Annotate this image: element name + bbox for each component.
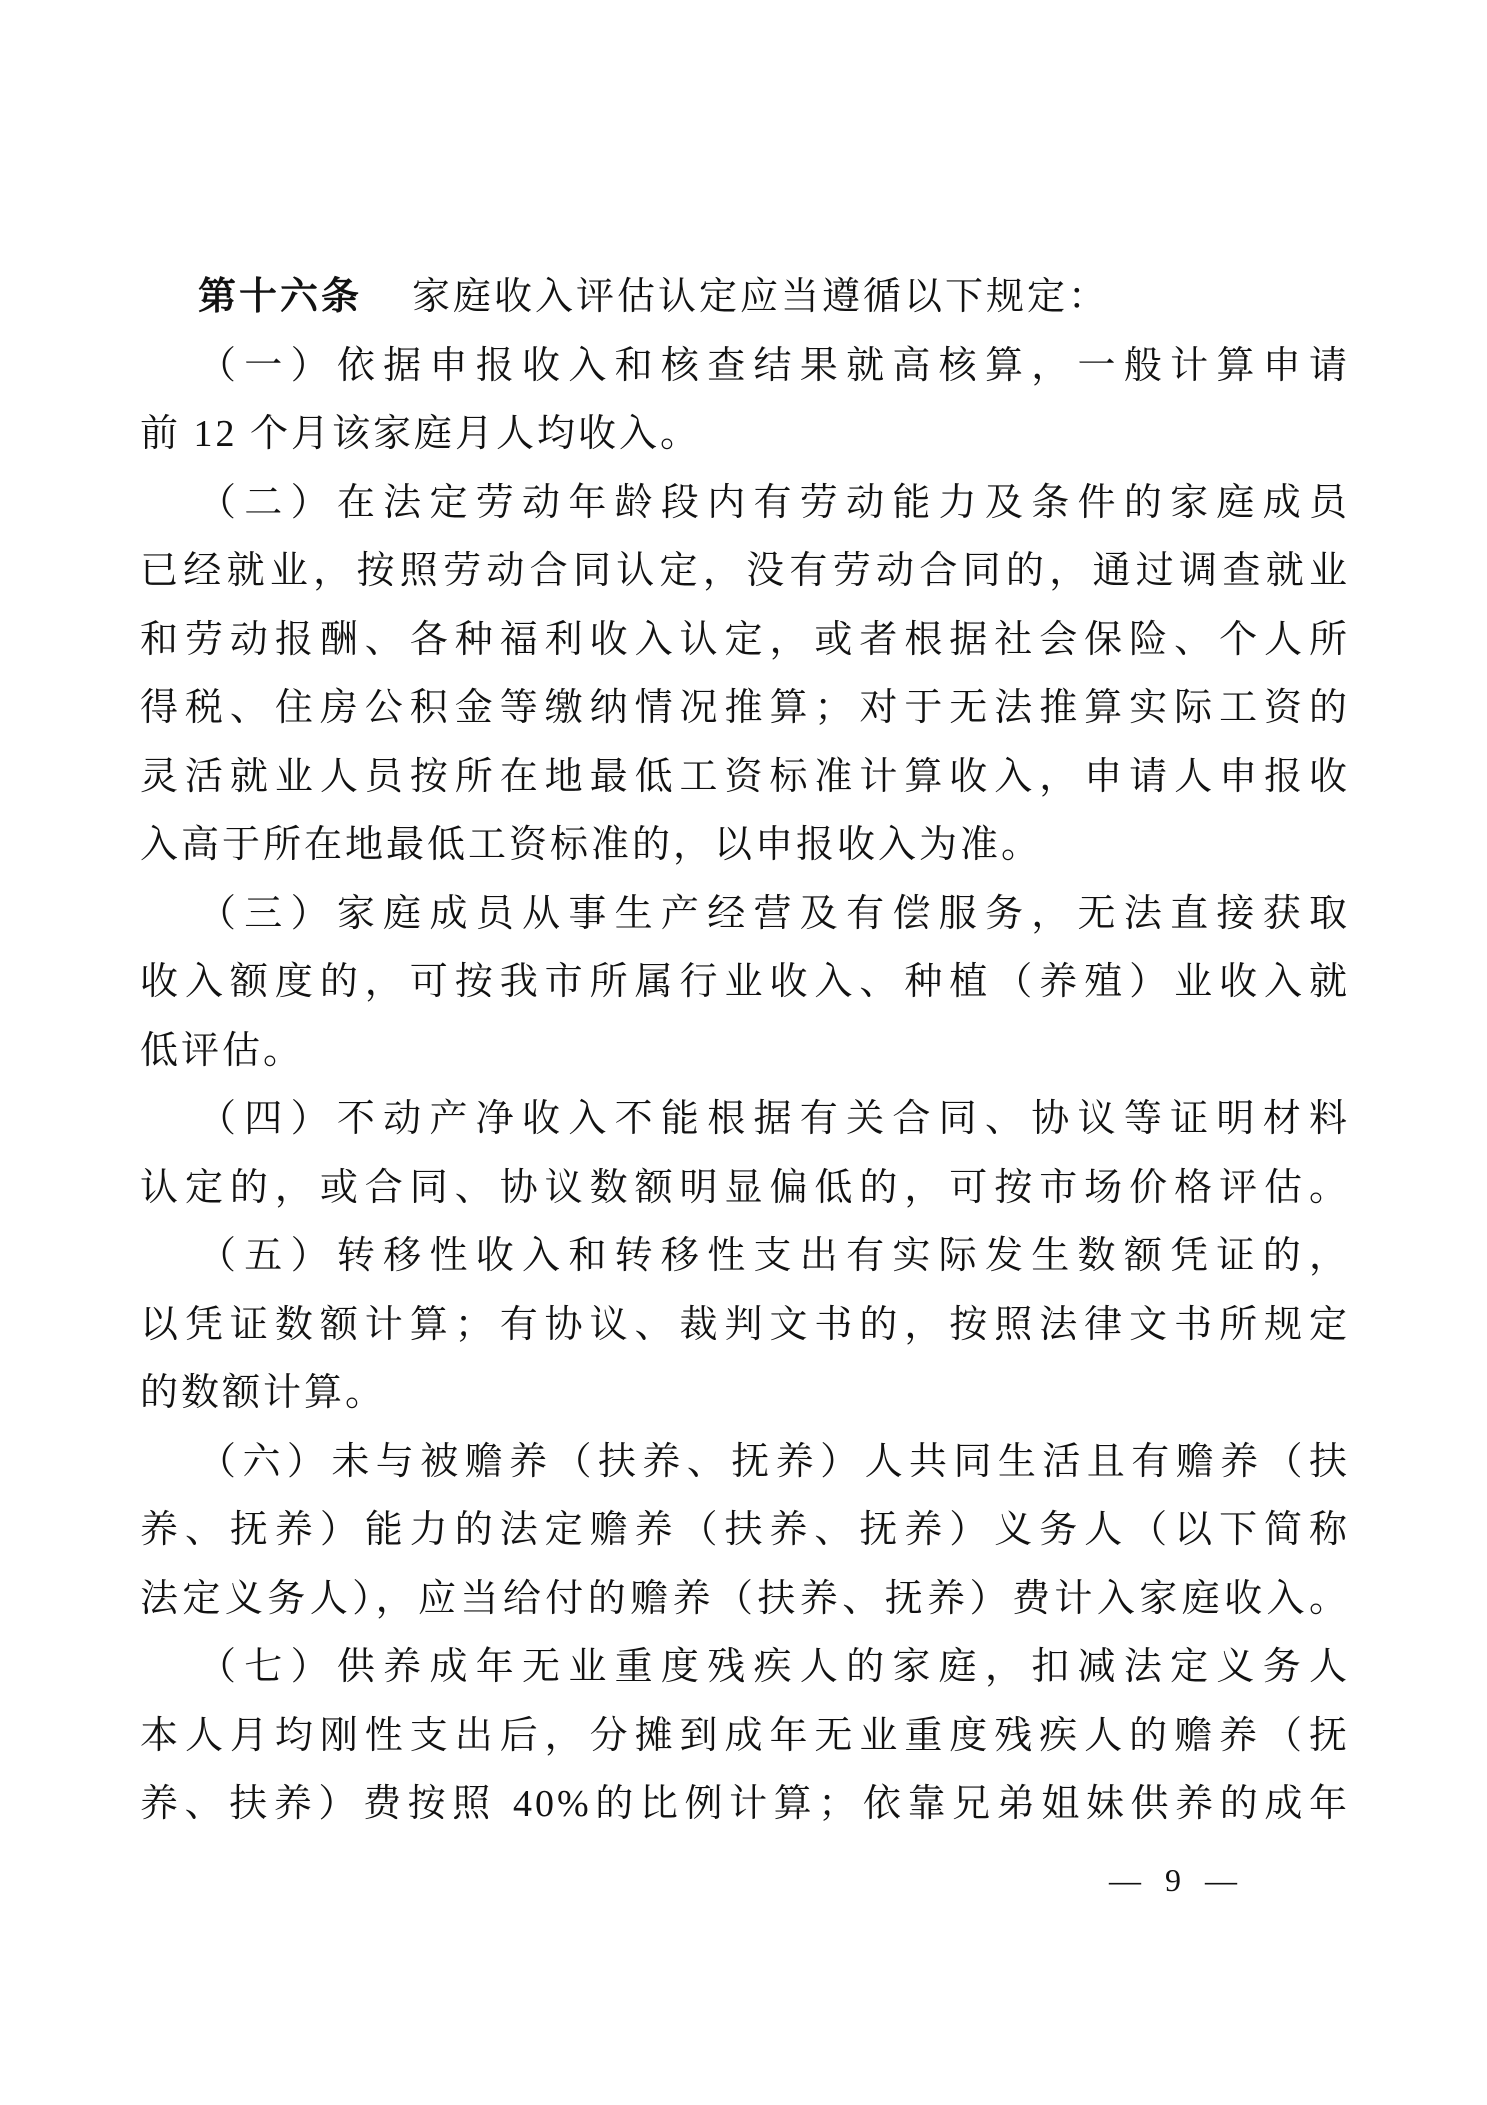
paragraph (140, 1222, 1350, 1428)
text-line: 法定义务人），应当给付的赡养（扶养、抚养）费计入家庭收入。 (140, 1577, 1350, 1620)
text-line: 认定的，或合同、协议数额明显偏低的，可按市场价格评估。 (140, 1166, 1350, 1209)
text-line: 以凭证数额计算；有协议、裁判文书的，按照法律文书所规定 (140, 1303, 1350, 1346)
text-line: （一）依据申报收入和核查结果就高核算，一般计算申请 (198, 344, 1350, 387)
text-line: （五）转移性收入和转移性支出有实际发生数额凭证的， (198, 1235, 1350, 1277)
text-line: 养、抚养）能力的法定赡养（扶养、抚养）义务人（以下简称 (140, 1509, 1350, 1551)
document-body (140, 263, 1350, 1839)
page-footer (1109, 1860, 1239, 1900)
text-line: 得税、住房公积金等缴纳情况推算；对于无法推算实际工资的 (140, 687, 1350, 729)
paragraph (140, 1085, 1350, 1222)
article-heading (140, 263, 1350, 332)
paragraph (140, 1428, 1350, 1634)
paragraph (140, 332, 1350, 469)
text-line: 的数额计算。 (140, 1372, 387, 1414)
article-number: 第十六条 (198, 276, 363, 318)
text-line: 灵活就业人员按所在地最低工资标准计算收入，申请人申报收 (140, 755, 1350, 798)
text-line: （六）未与被赡养（扶养、抚养）人共同生活且有赡养（扶 (198, 1440, 1350, 1483)
text-line: 收入额度的，可按我市所属行业收入、种植（养殖）业收入就 (140, 961, 1350, 1003)
text-line: （四）不动产净收入不能根据有关合同、协议等证明材料 (198, 1098, 1350, 1140)
body-text (140, 332, 1350, 1839)
text-line: （三）家庭成员从事生产经营及有偿服务，无法直接获取 (198, 892, 1350, 935)
text-line: 和劳动报酬、各种福利收入认定，或者根据社会保险、个人所 (140, 618, 1350, 661)
paragraph (140, 880, 1350, 1086)
text-line: 养、扶养）费按照 40%的比例计算；依靠兄弟姐妹供养的成年 (140, 1783, 1350, 1825)
text-line: （七）供养成年无业重度残疾人的家庭，扣减法定义务人 (198, 1646, 1350, 1688)
text-line: 已经就业，按照劳动合同认定，没有劳动合同的，通过调查就业 (140, 550, 1350, 592)
text-line: （二）在法定劳动年龄段内有劳动能力及条件的家庭成员 (198, 481, 1350, 524)
text-line: 低评估。 (140, 1029, 305, 1072)
paragraph (140, 1633, 1350, 1839)
text-line: 入高于所在地最低工资标准的，以申报收入为准。 (140, 824, 1043, 866)
paragraph (140, 469, 1350, 880)
text-line: 前 12 个月该家庭月人均收入。 (140, 413, 702, 455)
text-line: 本人月均刚性支出后，分摊到成年无业重度残疾人的赡养（抚 (140, 1714, 1350, 1757)
article-heading-text: 家庭收入评估认定应当遵循以下规定： (412, 276, 1110, 318)
page-number: — 9 — (1109, 1862, 1239, 1898)
